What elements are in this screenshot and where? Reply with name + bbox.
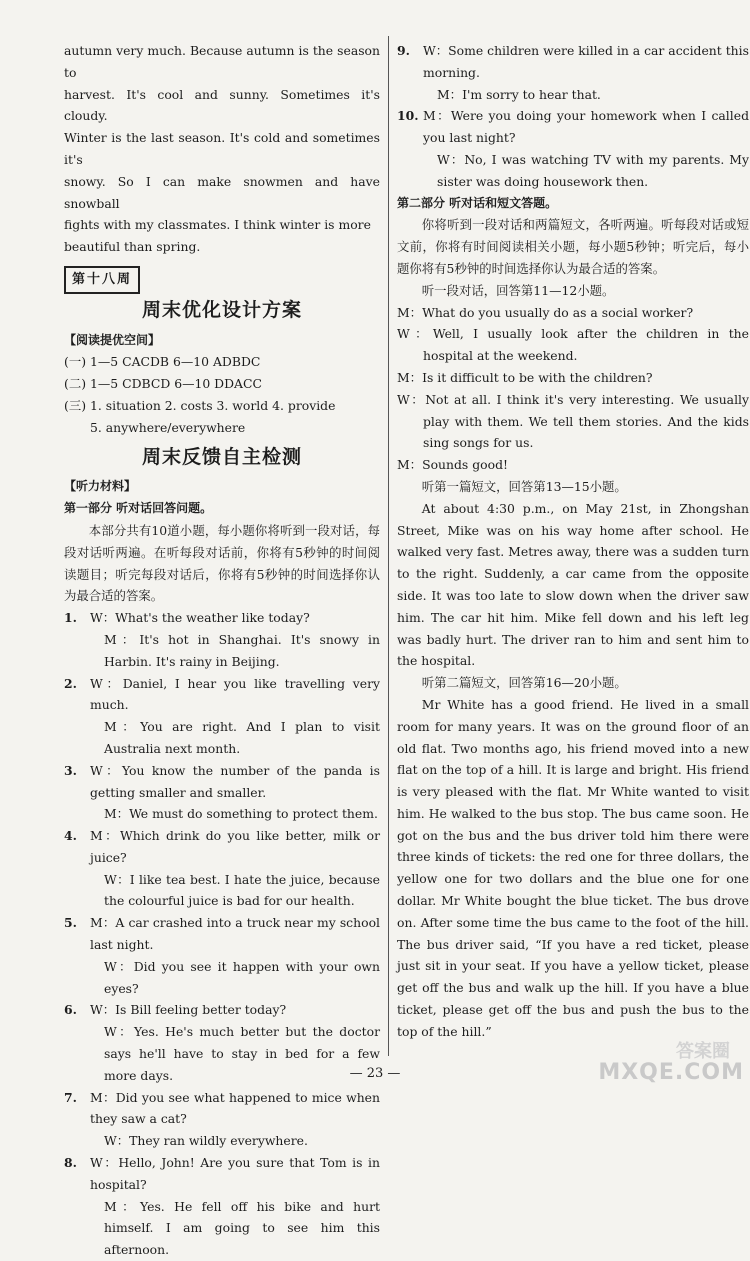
dialogue-text: W：What's the weather like today?: [90, 610, 310, 626]
dialogue-line: [64, 1130, 380, 1152]
question-number: 8.: [64, 1155, 77, 1171]
dialogue-line: [64, 673, 380, 717]
dialogue-line: [64, 716, 380, 760]
intro-paragraph: [64, 40, 380, 258]
part2-instructions: 你将听到一段对话和两篇短文，各听两遍。听每段对话或短文前，你将有时间阅读相关小题，每小题5秒钟；听完后，每小题你将有5秒钟的时间选择你认为最合适的答案。: [397, 217, 749, 276]
question-number: 6.: [64, 1002, 77, 1018]
dialogue-text: M：You are right. And I plan to visit Australia next month.: [104, 719, 380, 756]
text1-intro: 听第一篇短文，回答第13—15小题。: [421, 478, 627, 494]
answer-line-2: (二) 1—5 CDBCD 6—10 DDACC: [64, 376, 262, 392]
text2-intro: 听第二篇短文，回答第16—20小题。: [421, 675, 627, 691]
answer-line-1: (一) 1—5 CACDB 6—10 ADBDC: [64, 354, 261, 370]
intro-line: snowy. So I can make snowmen and have snowball: [64, 173, 380, 211]
title-feedback-test: 周末反馈自主检测: [141, 445, 302, 468]
intro-line: harvest. It's cool and sunny. Sometimes it's cloudy.: [64, 86, 380, 124]
dialogue-text: M：Which drink do you like better, milk or juice?: [90, 828, 380, 865]
intro-line: autumn very much. Because autumn is the season to: [64, 43, 380, 80]
question-number: 3.: [64, 762, 77, 778]
dialogue-text: W：You know the number of the panda is getting smaller and smaller.: [90, 762, 380, 800]
right-column: [397, 40, 749, 1043]
dialogue-line: [64, 825, 380, 869]
page-number: — 23 —: [349, 1066, 401, 1081]
dialogue-text: W：Did you see it happen with your own eyes?: [104, 958, 380, 996]
dialogue-text: M：I'm sorry to hear that.: [437, 86, 601, 102]
dialogue-text: W：I like tea best. I hate the juice, because the colourful juice is bad for our health.: [104, 871, 380, 909]
intro-line: fights with my classmates. I think winter is more: [64, 217, 371, 233]
conversation: [397, 302, 749, 476]
conversation-intro: 听一段对话，回答第11—12小题。: [421, 282, 615, 298]
dialogue-line: [64, 803, 380, 825]
week-label: 第十八周: [64, 266, 140, 294]
conversation-line: M：Sounds good!: [397, 457, 508, 473]
conversation-line: W：Not at all. I think it's very interesting. We usually play with them. We tell them stories. And the kids sing songs for us.: [397, 391, 749, 451]
watermark: MXQE.COM: [598, 1060, 744, 1085]
conversation-line: M：What do you usually do as a social worker?: [397, 304, 694, 320]
dialogue-text: W：Some children were killed in a car accident this morning.: [423, 43, 749, 80]
question-number: 2.: [64, 675, 77, 691]
dialogue-line: [64, 869, 380, 913]
conversation-line: W：Well, I usually look after the children in the hospital at the weekend.: [397, 326, 749, 364]
dialogue-line: [64, 1196, 380, 1261]
title-optimization-plan: 周末优化设计方案: [141, 298, 302, 321]
dialogue-text: W：They ran wildly everywhere.: [104, 1133, 308, 1149]
text2-passage: Mr White has a good friend. He lived in a small room for many years. It was on the ground floor of an old flat. Two months ago, his friend moved into a new flat on the top of a hill. It is large and bright. His friend is very pleased with the flat. Mr White wanted to visit him. He walked to the bus stop. The bus came soon. He got on the bus and the bus driver told him there were three kinds of tickets: the red one for three dollars, the yellow one for two dollars and the blue one for one dollar. Mr White bought the blue ticket. The bus drove on. After some time the bus came to the foot of the hill. The bus driver said, “If you have a red ticket, please just sit in your seat. If you have a yellow ticket, please get off the bus and walk up the hill. If you have a blue ticket, please get off the bus and push the bus to the top of the hill.”: [397, 696, 749, 1039]
dialogue-text: M：It's hot in Shanghai. It's snowy in Harbin. It's rainy in Beijing.: [104, 631, 380, 669]
dialogue-text: W：Yes. He's much better but the doctor says he'll have to stay in bed for a few more days.: [104, 1024, 380, 1083]
intro-line: Winter is the last season. It's cold and sometimes it's: [64, 130, 380, 167]
dialogue-list-continued: [397, 40, 749, 193]
dialogue-text: W：Is Bill feeling better today?: [90, 1002, 287, 1018]
dialogue-line: [64, 956, 380, 1000]
question-number: 7.: [64, 1089, 77, 1105]
dialogue-text: M：Yes. He fell off his bike and hurt himself. I am going to see him this afternoon.: [104, 1198, 380, 1258]
question-number: 5.: [64, 915, 77, 931]
dialogue-line: [64, 607, 380, 629]
conversation-line: M：Is it difficult to be with the children?: [397, 369, 653, 385]
section-listening: 【听力材料】: [64, 479, 137, 494]
dialogue-line: [64, 760, 380, 804]
intro-line: beautiful than spring.: [64, 239, 201, 255]
dialogue-text: M：A car crashed into a truck near my school last night.: [90, 915, 380, 953]
question-number: 9.: [397, 43, 410, 58]
dialogue-text: W：Hello, John! Are you sure that Tom is in hospital?: [90, 1155, 380, 1192]
dialogue-line: [64, 999, 380, 1021]
part1-title: 第一部分 听对话回答问题。: [64, 501, 213, 516]
dialogue-line: [64, 1087, 380, 1131]
question-number: 4.: [64, 828, 77, 844]
watermark-logo: 答案圈: [676, 1041, 730, 1062]
part2-title: 第二部分 听对话和短文答题。: [397, 195, 558, 210]
dialogue-text: M：Did you see what happened to mice when they saw a cat?: [90, 1089, 380, 1127]
question-number: 10.: [397, 108, 419, 124]
section-reading: 【阅读提优空间】: [64, 332, 161, 347]
dialogue-line: [397, 105, 749, 149]
dialogue-text: W：No, I was watching TV with my parents. My sister was doing housework then.: [437, 151, 749, 189]
dialogue-text: M：We must do something to protect them.: [104, 806, 378, 822]
answer-line-4: 5. anywhere/everywhere: [90, 419, 246, 435]
column-divider: [388, 36, 389, 1056]
question-number: 1.: [64, 610, 77, 626]
dialogue-line: [64, 629, 380, 673]
dialogue-text: M：Were you doing your homework when I called you last night?: [423, 108, 749, 146]
dialogue-line: [64, 912, 380, 956]
dialogue-line: [64, 1152, 380, 1196]
answer-line-3: (三) 1. situation 2. costs 3. world 4. provide: [64, 397, 336, 413]
dialogue-line: [397, 84, 749, 106]
dialogue-text: W：Daniel, I hear you like travelling very much.: [90, 675, 380, 713]
part1-instructions: 本部分共有10道小题，每小题你将听到一段对话，每段对话听两遍。在听每段对话前，你将有5秒钟的时间阅读题目；听完每段对话后，你将有5秒钟的时间选择你认为最合适的答案。: [64, 522, 380, 604]
dialogue-line: [397, 149, 749, 193]
dialogue-list: [64, 607, 380, 1261]
text1-passage: At about 4:30 p.m., on May 21st, in Zhongshan Street, Mike was on his way home after school. He walked very fast. Metres away, there was a sudden turn to the right. Suddenly, a car came from the opposite side. It was too late to slow down when the driver saw him. The car hit him. Mike fell down and his left leg was badly hurt. The driver ran to him and sent him to the hospital.: [397, 500, 749, 669]
dialogue-line: [397, 40, 749, 84]
